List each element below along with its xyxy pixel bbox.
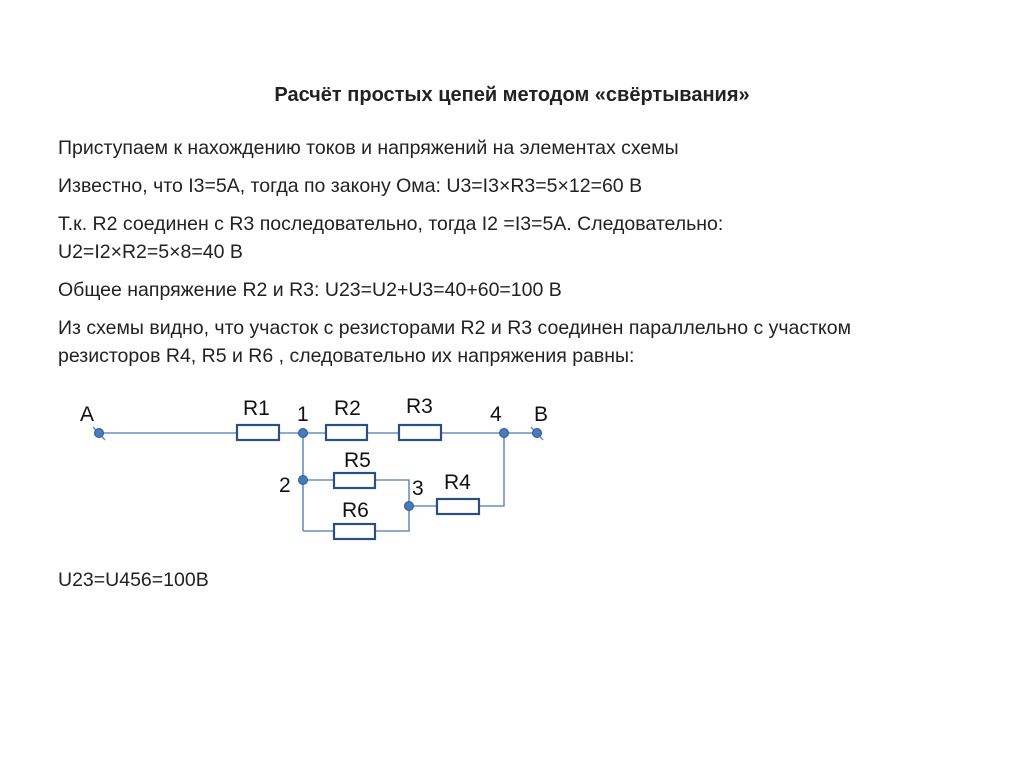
- label-r2: R2: [334, 397, 361, 420]
- label-r6: R6: [342, 499, 369, 522]
- label-node-1: 1: [297, 403, 309, 426]
- terminal-b: [533, 429, 542, 438]
- node-3: [405, 502, 414, 511]
- label-node-2: 2: [279, 474, 291, 497]
- label-node-4: 4: [490, 403, 502, 426]
- node-4: [500, 429, 509, 438]
- label-r5: R5: [344, 449, 371, 472]
- label-r4: R4: [444, 471, 471, 494]
- resistor-r3: [399, 425, 441, 440]
- resistor-r1: [237, 425, 279, 440]
- label-a: A: [80, 403, 95, 426]
- paragraph-5: Из схемы видно, что участок с резисторами R2 и R3 соединен параллельно с участком резисторов R4, R5 и R6 , следовательно их напряжения равны:: [58, 317, 852, 367]
- resistor-r6: [334, 524, 375, 539]
- paragraph-3: Т.к. R2 соединен с R3 последовательно, тогда I2 =I3=5A. Следовательно: U2=I2×R2=5×8=40 В: [58, 213, 724, 263]
- node-1: [299, 429, 308, 438]
- paragraph-2: Известно, что I3=5A, тогда по закону Ома: U3=I3×R3=5×12=60 В: [58, 175, 643, 197]
- label-b: B: [534, 403, 549, 426]
- label-r1: R1: [243, 397, 270, 420]
- label-node-3: 3: [412, 477, 424, 500]
- label-r3: R3: [406, 395, 433, 418]
- resistor-r2: [326, 425, 367, 440]
- wires: [93, 427, 543, 531]
- paragraph-4: Общее напряжение R2 и R3: U23=U2+U3=40+60=100 В: [58, 279, 562, 301]
- terminal-a: [95, 429, 104, 438]
- node-2: [299, 476, 308, 485]
- slide-title: Расчёт простых цепей методом «свёртывания»: [274, 84, 750, 106]
- paragraph-1: Приступаем к нахождению токов и напряжений на элементах схемы: [58, 137, 679, 159]
- resistor-r5: [334, 473, 375, 488]
- result-equation: U23=U456=100В: [58, 569, 209, 591]
- resistor-r4: [437, 499, 479, 514]
